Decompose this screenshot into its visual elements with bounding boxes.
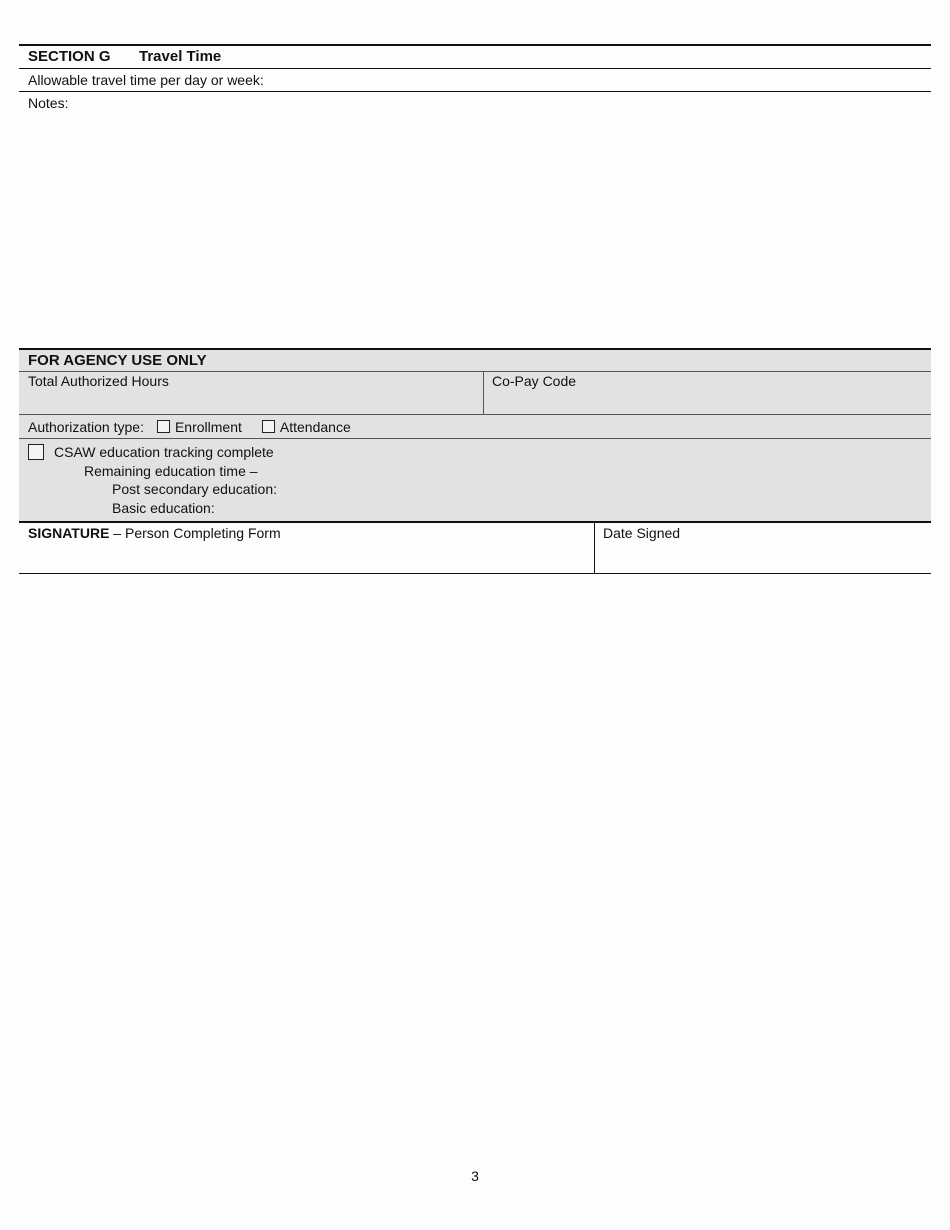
- copay-code-label: Co-Pay Code: [492, 373, 577, 389]
- post-secondary-label: Post secondary education:: [112, 481, 277, 497]
- attendance-checkbox[interactable]: [262, 420, 275, 433]
- notes-field[interactable]: [19, 92, 931, 348]
- signature-row: [19, 522, 931, 574]
- agency-use-section: [19, 348, 931, 523]
- remaining-education-label: Remaining education time –: [84, 463, 258, 479]
- copay-code-field[interactable]: [484, 372, 931, 414]
- section-g-label: SECTION G: [28, 48, 111, 65]
- total-hours-field[interactable]: [19, 372, 484, 414]
- section-g-title: Travel Time: [139, 48, 222, 65]
- signature-bold-label: SIGNATURE: [28, 525, 110, 541]
- attendance-label: Attendance: [279, 418, 351, 435]
- auth-type-label: Authorization type:: [28, 418, 144, 435]
- notes-label: Notes:: [28, 95, 69, 111]
- agency-heading: FOR AGENCY USE ONLY: [19, 350, 931, 372]
- csaw-checkbox[interactable]: [28, 444, 44, 460]
- enrollment-label: Enrollment: [174, 418, 242, 435]
- basic-education-field[interactable]: [112, 500, 215, 516]
- csaw-row: [28, 444, 274, 460]
- basic-education-label: Basic education:: [112, 500, 215, 516]
- section-g: [19, 44, 931, 348]
- total-hours-label: Total Authorized Hours: [28, 373, 169, 389]
- post-secondary-field[interactable]: [112, 481, 277, 497]
- date-signed-field[interactable]: [595, 522, 931, 573]
- travel-time-field[interactable]: [19, 69, 931, 92]
- hours-copay-row: [19, 372, 931, 415]
- signature-field[interactable]: [19, 522, 595, 573]
- page-number: 3: [471, 1168, 479, 1184]
- travel-time-label: Allowable travel time per day or week:: [28, 72, 264, 88]
- date-signed-label: Date Signed: [603, 525, 681, 541]
- csaw-block: [19, 439, 931, 521]
- csaw-label: CSAW education tracking complete: [54, 444, 274, 460]
- section-g-header: [19, 44, 931, 69]
- enrollment-checkbox[interactable]: [157, 420, 170, 433]
- signature-rest-label: – Person Completing Form: [109, 525, 281, 541]
- authorization-type-row: [19, 415, 931, 439]
